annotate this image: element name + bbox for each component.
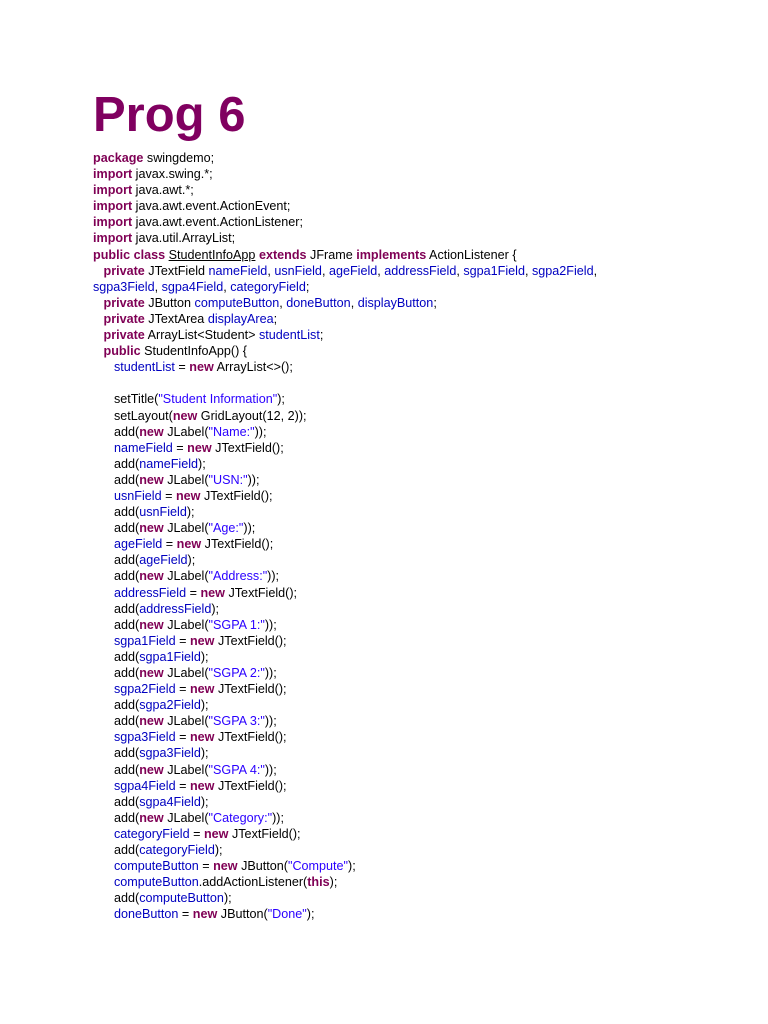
code-indent: [93, 473, 114, 487]
code-keyword: new: [139, 617, 164, 632]
code-line: [93, 552, 733, 568]
code-text: =: [175, 633, 190, 648]
code-text: ));: [272, 810, 284, 825]
code-line: [93, 359, 733, 375]
code-text: add(: [114, 601, 140, 616]
code-text: JTextField();: [214, 633, 287, 648]
code-line: [93, 375, 733, 391]
code-text: ,: [350, 295, 358, 310]
code-keyword: new: [139, 569, 164, 584]
code-identifier: computeButton: [139, 891, 224, 906]
code-indent: [93, 827, 114, 841]
code-text: ));: [264, 666, 277, 680]
code-line: [93, 745, 733, 761]
code-line: [93, 279, 733, 295]
code-keyword: new: [139, 472, 164, 487]
code-identifier: nameField: [208, 263, 268, 278]
page-title: Prog 6: [93, 88, 246, 142]
code-text: JLabel(: [163, 666, 209, 680]
code-identifier: ageField: [328, 263, 378, 278]
code-line: [93, 247, 733, 263]
code-identifier: sgpa1Field: [114, 633, 176, 648]
code-indent: [93, 891, 114, 905]
code-text: java.awt.event.ActionEvent;: [132, 199, 291, 214]
code-line: [93, 778, 733, 794]
code-line: [93, 681, 733, 697]
code-indent: [93, 586, 114, 600]
code-text: JTextField();: [214, 730, 287, 745]
code-identifier: sgpa2Field: [114, 682, 176, 697]
code-identifier: sgpa3Field: [93, 279, 155, 294]
code-line: [93, 697, 733, 713]
code-string: "SGPA 3:": [208, 714, 265, 729]
code-text: =: [178, 907, 193, 922]
code-text: );: [200, 649, 209, 664]
code-keyword: public: [103, 344, 141, 359]
code-line: [93, 520, 733, 536]
code-keyword: private: [103, 328, 145, 343]
code-indent: [93, 618, 114, 632]
code-indent: [93, 537, 114, 551]
code-indent: [93, 425, 114, 439]
code-indent: [93, 859, 114, 873]
code-identifier: studentList: [114, 360, 175, 375]
code-text: JLabel(: [163, 472, 209, 487]
code-text: add(: [114, 794, 140, 809]
code-identifier: displayArea: [207, 311, 274, 326]
code-text: add(: [114, 810, 140, 825]
code-indent: [93, 344, 104, 358]
code-text: =: [189, 826, 204, 841]
code-line: [93, 842, 733, 858]
code-indent: [93, 376, 114, 390]
code-text: add(: [114, 505, 140, 520]
code-text: JButton(: [237, 859, 288, 874]
code-string: "Address:": [208, 569, 268, 584]
code-identifier: computeButton: [114, 859, 199, 874]
code-listing: [93, 150, 733, 923]
code-indent: [93, 569, 114, 583]
code-text: add(: [114, 891, 140, 906]
code-text: =: [174, 360, 190, 375]
code-text: JLabel(: [163, 569, 209, 584]
code-text: ActionListener {: [426, 247, 517, 262]
code-line: [93, 214, 733, 230]
code-text: ));: [264, 714, 277, 729]
code-text: setLayout(: [114, 408, 173, 423]
code-text: ArrayList<Student>: [144, 328, 259, 343]
code-indent: [93, 779, 114, 793]
code-identifier: categoryField: [139, 843, 215, 858]
code-indent: [93, 666, 114, 680]
code-text: );: [200, 698, 209, 713]
code-string: "Compute": [287, 859, 349, 874]
code-identifier: computeButton: [194, 295, 280, 310]
code-indent: [93, 489, 114, 503]
code-line: [93, 343, 733, 359]
code-text: =: [175, 778, 190, 793]
code-text: ,: [267, 263, 275, 278]
code-text: ));: [264, 617, 277, 632]
code-indent: [93, 457, 114, 471]
code-identifier: addressField: [114, 585, 187, 600]
code-text: =: [162, 537, 177, 552]
code-line: [93, 408, 733, 424]
code-indent: [93, 360, 114, 374]
code-identifier: doneButton: [114, 907, 179, 922]
code-indent: [93, 392, 114, 406]
code-keyword: import: [93, 167, 133, 182]
code-line: [93, 601, 733, 617]
code-text: java.awt.*;: [132, 183, 194, 198]
code-text: ,: [377, 263, 385, 278]
code-keyword: new: [192, 907, 218, 922]
code-text: );: [187, 553, 196, 568]
code-text: JTextField();: [228, 826, 301, 841]
code-indent: [93, 312, 104, 326]
code-string: "USN:": [208, 472, 248, 487]
code-keyword: new: [189, 360, 214, 375]
code-text: add(: [114, 424, 140, 439]
code-identifier: doneButton: [286, 295, 351, 310]
code-line: [93, 617, 733, 633]
code-identifier: sgpa4Field: [114, 778, 176, 793]
code-text: JLabel(: [163, 424, 209, 439]
code-text: JButton: [144, 295, 195, 310]
code-identifier: categoryField: [230, 279, 306, 294]
code-text: JTextField();: [214, 682, 287, 697]
code-indent: [93, 907, 114, 921]
code-line: [93, 198, 733, 214]
code-text: .addActionListener(: [198, 875, 308, 890]
code-line: [93, 488, 733, 504]
code-keyword: new: [213, 859, 238, 874]
code-text: );: [223, 891, 232, 906]
code-indent: [93, 553, 114, 567]
code-indent: [93, 505, 114, 519]
code-keyword: package: [93, 151, 144, 165]
code-identifier: ageField: [139, 553, 188, 568]
code-indent: [93, 650, 114, 664]
code-keyword: new: [200, 585, 225, 600]
code-line: [93, 890, 733, 906]
code-keyword: public: [93, 247, 131, 262]
code-text: JLabel(: [163, 762, 209, 777]
code-text: ,: [154, 279, 162, 294]
code-line: [93, 665, 733, 681]
code-text: ,: [279, 295, 287, 310]
code-line: [93, 391, 733, 407]
code-text: );: [348, 859, 356, 874]
code-identifier: usnField: [139, 505, 187, 520]
code-line: [93, 440, 733, 456]
code-line: [93, 729, 733, 745]
code-text: =: [172, 440, 188, 455]
code-indent: [93, 328, 104, 342]
code-text: JTextField();: [224, 585, 298, 600]
code-line: [93, 263, 733, 279]
code-line: [93, 906, 733, 922]
code-string: "Name:": [208, 424, 255, 439]
code-line: [93, 713, 733, 729]
code-keyword: new: [187, 440, 212, 455]
code-indent: [93, 843, 114, 857]
code-text: java.util.ArrayList;: [132, 231, 236, 246]
code-identifier: sgpa2Field: [531, 263, 594, 278]
code-identifier: sgpa4Field: [161, 279, 224, 294]
code-line: [93, 585, 733, 601]
code-string: "Student Information": [158, 392, 278, 407]
code-keyword: extends: [258, 247, 307, 262]
code-text: ;: [273, 311, 278, 326]
code-text: JTextField: [144, 263, 209, 278]
code-keyword: private: [103, 263, 145, 278]
code-indent: [93, 763, 114, 777]
code-keyword: import: [93, 231, 133, 246]
code-text: ,: [593, 263, 598, 278]
code-text: JLabel(: [163, 521, 209, 536]
code-indent: [93, 795, 114, 809]
code-keyword: new: [139, 810, 164, 825]
code-indent: [93, 730, 114, 744]
code-text: );: [211, 601, 220, 616]
code-text: ArrayList<>();: [213, 360, 293, 375]
code-text: java.awt.event.ActionListener;: [132, 215, 303, 230]
code-keyword: new: [189, 682, 215, 697]
code-indent: [93, 714, 114, 728]
code-keyword: new: [172, 408, 198, 423]
code-line: [93, 456, 733, 472]
code-text: =: [198, 859, 214, 874]
code-text: JTextField();: [211, 440, 284, 455]
code-indent: [93, 698, 114, 712]
code-text: JTextArea: [144, 311, 208, 326]
code-line: [93, 424, 733, 440]
code-text: add(: [114, 714, 140, 729]
code-text: add(: [114, 843, 140, 858]
code-text: add(: [114, 762, 140, 777]
code-text: javax.swing.*;: [132, 167, 213, 182]
code-identifier: sgpa4Field: [139, 794, 201, 809]
code-text: ));: [243, 521, 256, 536]
code-text: ));: [264, 762, 277, 777]
code-text: );: [214, 843, 223, 858]
code-text: );: [277, 392, 285, 407]
code-keyword: new: [203, 826, 229, 841]
code-identifier: usnField: [114, 488, 162, 503]
code-line: [93, 472, 733, 488]
code-indent: [93, 746, 114, 760]
code-identifier: sgpa2Field: [139, 698, 201, 713]
code-text: ;: [433, 295, 437, 310]
code-text: );: [200, 746, 209, 761]
code-identifier: sgpa3Field: [139, 746, 201, 761]
code-identifier: nameField: [114, 440, 173, 455]
code-line: [93, 633, 733, 649]
code-text: ));: [267, 569, 280, 584]
code-indent: [93, 296, 104, 310]
code-text: add(: [114, 472, 140, 487]
code-text: ));: [254, 424, 267, 439]
code-keyword: new: [139, 521, 164, 536]
code-text: );: [186, 505, 195, 520]
code-identifier: ageField: [114, 537, 163, 552]
code-text: );: [198, 456, 206, 471]
code-keyword: new: [189, 730, 215, 745]
code-indent: [93, 441, 114, 455]
code-line: [93, 536, 733, 552]
code-identifier: nameField: [139, 456, 199, 471]
code-keyword: new: [139, 762, 164, 777]
code-line: [93, 166, 733, 182]
code-text: =: [175, 730, 190, 745]
code-line: [93, 826, 733, 842]
code-text: );: [329, 875, 338, 890]
code-keyword: new: [139, 666, 164, 680]
code-line: [93, 230, 733, 246]
code-keyword: import: [93, 215, 133, 230]
code-line: [93, 182, 733, 198]
code-identifier: addressField: [139, 601, 212, 616]
code-text: add(: [114, 617, 140, 632]
code-identifier: studentList: [258, 328, 320, 343]
code-text: JTextField();: [201, 537, 274, 552]
code-text: add(: [114, 649, 140, 664]
code-keyword: this: [307, 875, 330, 890]
code-identifier: usnField: [274, 263, 322, 278]
code-line: [93, 311, 733, 327]
code-text: add(: [114, 553, 140, 568]
code-line: [93, 295, 733, 311]
code-text: ,: [456, 263, 464, 278]
code-line: [93, 762, 733, 778]
code-keyword: new: [189, 633, 215, 648]
code-text: JFrame: [306, 247, 357, 262]
code-indent: [93, 811, 114, 825]
code-identifier: sgpa1Field: [139, 649, 201, 664]
code-identifier: sgpa1Field: [463, 263, 525, 278]
code-text: add(: [114, 521, 140, 536]
code-keyword: import: [93, 199, 133, 214]
code-line: [93, 327, 733, 343]
code-string: "Category:": [208, 810, 273, 825]
code-string: "Age:": [208, 521, 244, 536]
code-indent: [93, 634, 114, 648]
code-keyword: import: [93, 183, 133, 198]
code-text: add(: [114, 746, 140, 761]
code-identifier: displayButton: [357, 295, 434, 310]
code-text: );: [306, 907, 315, 922]
code-indent: [93, 521, 114, 535]
code-indent: [93, 682, 114, 696]
code-keyword: new: [175, 488, 201, 503]
code-identifier: categoryField: [114, 826, 190, 841]
code-text: =: [175, 682, 190, 697]
code-string: "SGPA 4:": [208, 762, 265, 777]
code-text: ;: [319, 328, 324, 343]
code-line: [93, 874, 733, 890]
code-string: "SGPA 2:": [208, 666, 265, 680]
code-indent: [93, 875, 114, 889]
code-text: JButton(: [217, 907, 268, 922]
code-identifier: sgpa3Field: [114, 730, 176, 745]
code-indent: [93, 409, 114, 423]
code-string: "SGPA 1:": [208, 617, 265, 632]
code-line: [93, 794, 733, 810]
code-class-name: StudentInfoApp: [168, 247, 256, 262]
code-text: =: [161, 488, 176, 503]
code-indent: [93, 264, 104, 278]
code-text: add(: [114, 456, 140, 471]
code-keyword: implements: [356, 247, 427, 262]
code-text: =: [186, 585, 201, 600]
code-text: ));: [247, 472, 260, 487]
code-text: ,: [223, 279, 231, 294]
code-text: add(: [114, 569, 140, 584]
code-keyword: class: [133, 247, 166, 262]
code-text: JLabel(: [163, 810, 209, 825]
code-text: GridLayout(12, 2));: [197, 408, 307, 423]
code-text: setTitle(: [114, 392, 159, 407]
code-line: [93, 810, 733, 826]
code-text: ,: [321, 263, 329, 278]
code-text: );: [200, 794, 209, 809]
code-identifier: computeButton: [114, 875, 199, 890]
code-text: add(: [114, 666, 140, 680]
code-keyword: new: [189, 778, 215, 793]
code-line: [93, 858, 733, 874]
code-line: [93, 504, 733, 520]
code-line: [93, 568, 733, 584]
code-text: add(: [114, 698, 140, 713]
code-text: JLabel(: [163, 617, 209, 632]
code-keyword: private: [103, 311, 145, 326]
code-text: JTextField();: [214, 778, 287, 793]
code-text: JTextField();: [200, 488, 273, 503]
code-line: [93, 649, 733, 665]
code-line: [93, 150, 733, 166]
code-indent: [93, 602, 114, 616]
code-string: "Done": [267, 907, 307, 922]
code-text: JLabel(: [163, 714, 209, 729]
code-text: StudentInfoApp() {: [140, 344, 248, 359]
code-text: ;: [305, 279, 310, 294]
code-keyword: private: [103, 295, 145, 310]
code-keyword: new: [139, 424, 164, 439]
code-identifier: addressField: [384, 263, 457, 278]
code-text: swingdemo;: [143, 151, 215, 165]
code-text: ,: [524, 263, 532, 278]
code-keyword: new: [176, 537, 202, 552]
code-keyword: new: [139, 714, 164, 729]
